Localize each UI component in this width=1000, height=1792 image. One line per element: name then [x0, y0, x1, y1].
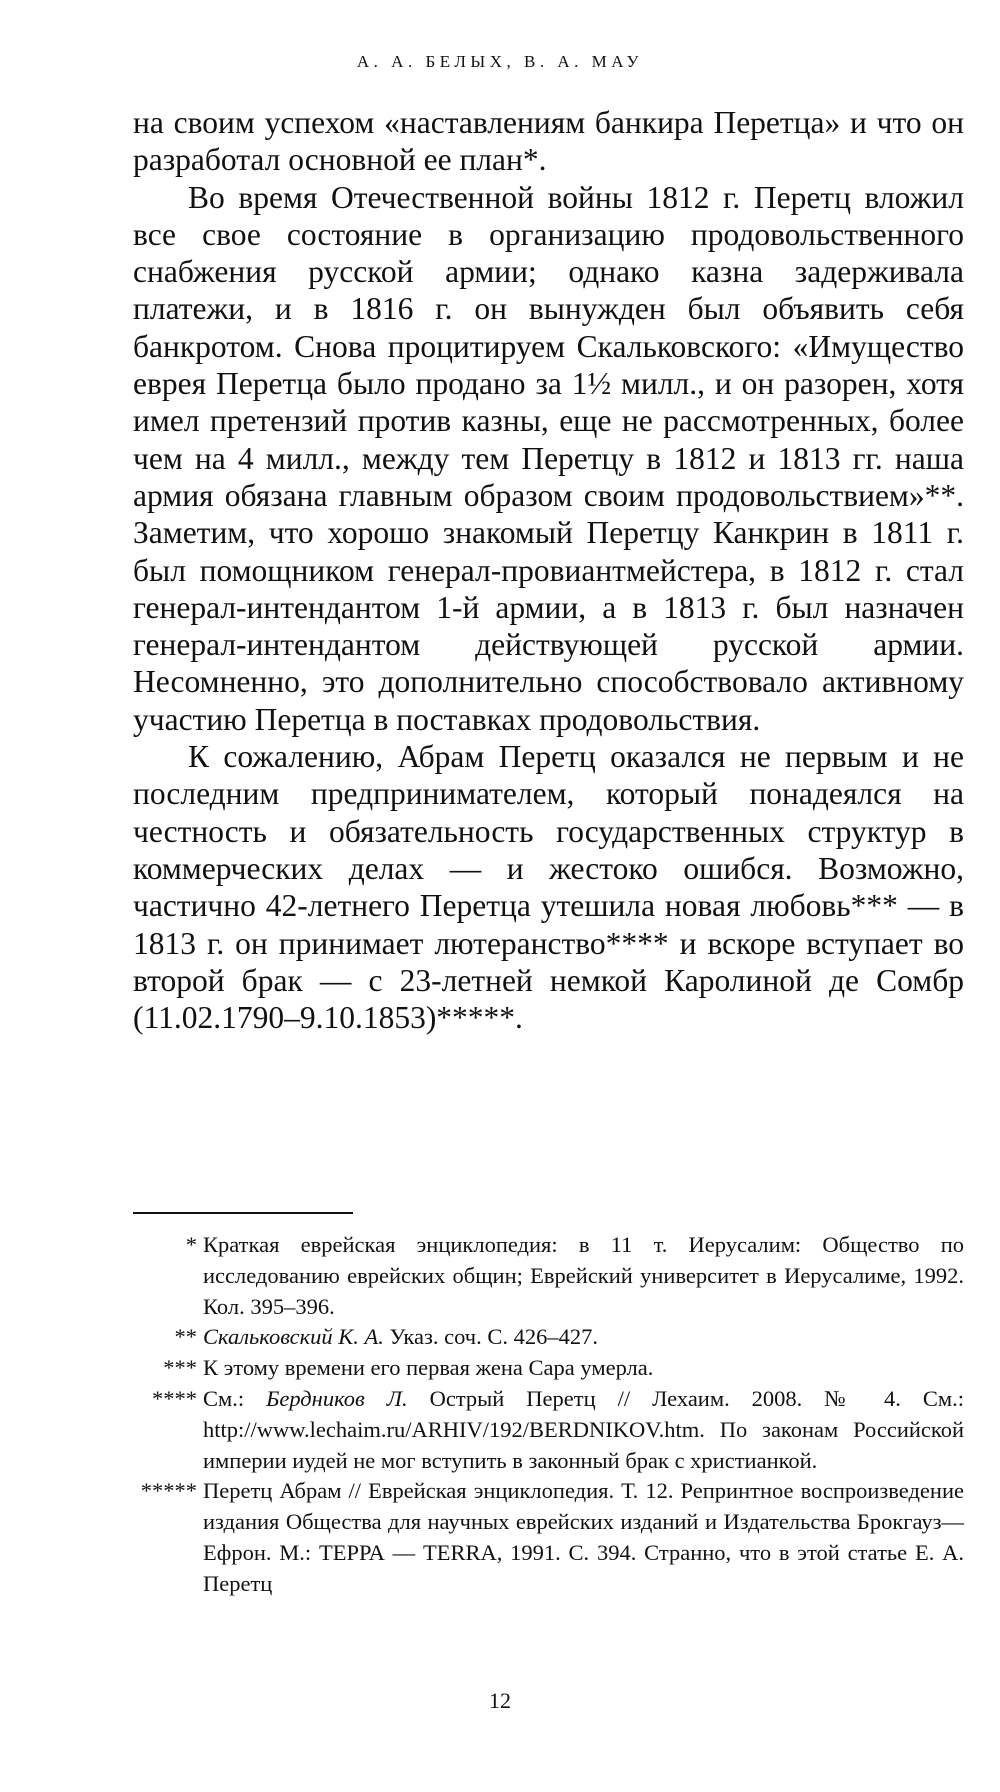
footnote-author: Бердников Л. [266, 1385, 408, 1411]
footnote-mark: * [185, 1232, 197, 1257]
footnote-body: Острый Перетц // Лехаим. 2008. № 4. См.: http://www.lechaim.ru/ARHIV/192/BERDNIKOV.htm. По законам Российской империи иудей не мог вступить в законный брак с христианкой. [203, 1385, 964, 1473]
footnote-separator [133, 1212, 353, 1214]
paragraph: Во время Отечественной войны 1812 г. Перетц вложил все свое состояние в организацию продовольственного снабжения русской армии; однако казна задерживала платежи, и в 1816 г. он вынужден был объявить себя банкротом. Снова процитируем Скальковского: «Имущество еврея Перетца было продано за 1½ милл., и он разорен, хотя имел претензий против казны, еще не рассмотренных, более чем на 4 милл., между тем Перетцу в 1812 и 1813 гг. наша армия обязана главным образом своим продовольствием»**. Заметим, что хорошо знакомый Перетцу Канкрин в 1811 г. был помощником генерал-провиантмейстера, в 1812 г. стал генерал-интендантом 1-й армии, а в 1813 г. был назначен генерал-интендантом действующей русской армии. Несомненно, это дополнительно способствовало активному участию Перетца в поставках продовольствия. [133, 179, 964, 737]
running-header: А. А. БЕЛЫХ, В. А. МАУ [356, 52, 644, 71]
page-number: 12 [489, 1688, 511, 1713]
footnote [133, 1384, 964, 1476]
main-text [133, 104, 964, 1036]
footnotes [133, 1230, 964, 1600]
footnote-body: Указ. соч. С. 426–427. [383, 1324, 599, 1350]
footnote-text: Краткая еврейская энциклопедия: в 11 т. Иерусалим: Общество по исследованию еврейских общин; Еврейский университет в Иерусалиме, 1992. Кол. 395–396. [203, 1232, 964, 1319]
footnote-prefix: См.: [203, 1385, 267, 1411]
footnote-author: Скальковский К. А. [203, 1324, 384, 1350]
footnote-mark: ***** [140, 1478, 197, 1504]
footnote-mark: **** [152, 1385, 197, 1411]
footnote [133, 1322, 964, 1353]
footnote [133, 1230, 964, 1322]
footnote [133, 1353, 964, 1384]
footnote-text [203, 1384, 964, 1476]
paragraph: К сожалению, Абрам Перетц оказался не первым и не последним предпринимателем, который понадеялся на честность и обязательность государственных структур в коммерческих делах — и жестоко ошибся. Возможно, частично 42-летнего Перетца утешила новая любовь*** — в 1813 г. он принимает лютеранство**** и вскоре вступает во второй брак — с 23-летней немкой Каролиной де Сомбр (11.02.1790–9.10.1853)*****. [133, 739, 964, 1036]
footnote-mark: ** [174, 1324, 197, 1350]
footnote-text [203, 1322, 964, 1353]
footnote-text: Перетц Абрам // Еврейская энциклопедия. Т. 12. Репринтное воспроизведение издания Общества для научных еврейских изданий и Издательства Брокгауз—Ефрон. М.: ТЕРРА — TERRA, 1991. С. 394. Странно, что в этой статье Е. А. Перетц [203, 1478, 964, 1596]
footnote [133, 1476, 964, 1599]
footnote-mark: *** [163, 1355, 197, 1381]
footnote-text: К этому времени его первая жена Сара умерла. [203, 1355, 654, 1381]
paragraph-continuation: на своим успехом «наставлениям банкира Перетца» и что он разработал основной ее план*. [133, 105, 964, 178]
